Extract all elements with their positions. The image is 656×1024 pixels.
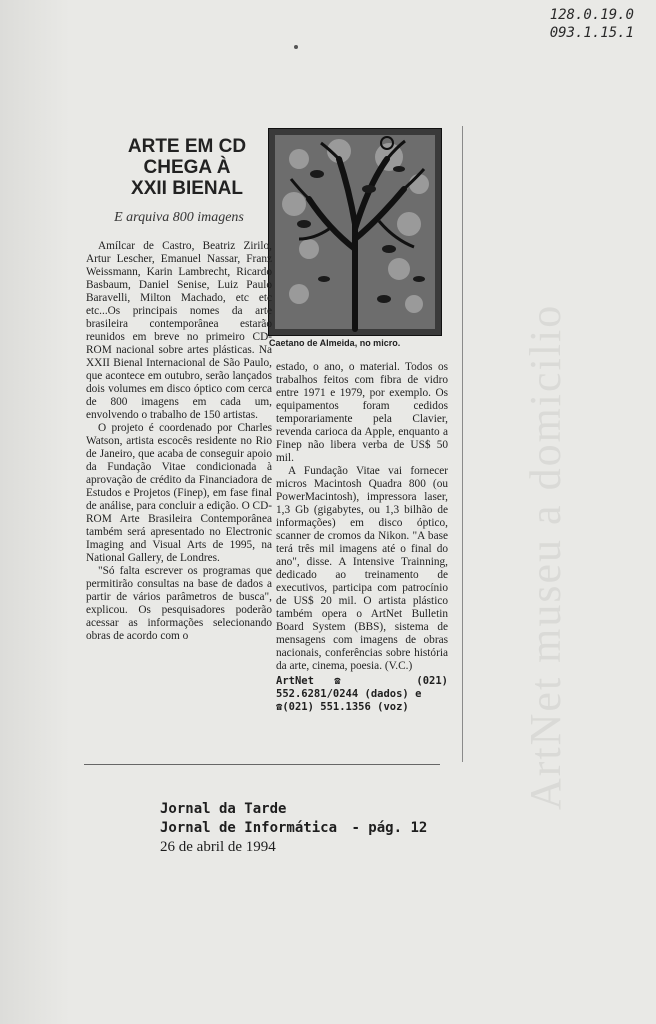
contact-phone: 552.6281/0244 (dados) e [276,688,422,700]
article-column-1 [86,240,272,643]
scan-speck [294,45,298,49]
article-photo [268,128,442,336]
page-number: - pág. 12 [351,820,428,836]
newspaper-name: Jornal da Tarde [160,801,287,817]
paragraph: Amílcar de Castro, Beatriz Zirilo, Artur Lescher, Emanuel Nassar, Franz Weissmann, Karin Lambrecht, Ricardo Basbaum, Daniel Senise, Luiz Paulo Baravelli, Milton Machado, etc etc etc...Os principais nomes da arte brasileira contemporânea estarão reunidos em breve no primeiro CD-ROM nacional sobre artes plásticas. Na XXII Bienal Internacional de São Paulo, que acontece em outubro, serão lançados dois volumes em disco óptico com cerca de 800 imagens em cada um, envolvendo o trabalho de 150 artistas. [86,240,272,421]
bottom-rule [84,764,440,765]
photo-caption: Caetano de Almeida, no micro. [269,338,401,348]
archive-code [550,6,634,42]
column-border [462,126,463,762]
telephone-icon: ☎ [334,675,341,687]
tree-illustration [269,129,441,335]
publication-date: 26 de abril de 1994 [160,839,276,855]
archive-code-line: 128.0.19.0 [549,7,634,23]
headline-line: XXII BIENAL [131,178,243,199]
article-column-2 [276,361,448,714]
headline-line: CHEGA À [143,157,231,178]
paragraph: O projeto é coordenado por Charles Watson, artista escocês residente no Rio de Janeiro, que acaba de conseguir apoio da Fundação Vitae condicionada à aprovação de crédito da Financiadora de Estudos e Projetos (Finep), em fase final de análise, para concluir a edição. O CD-ROM Arte Brasileira Contemporânea também será apresentado no Electronic Imaging and Visual Arts de 1995, na National Gallery, de Londres. [86,422,273,564]
contact-block [276,675,448,714]
source-citation [160,800,427,857]
bleed-through-text: ArtNet museu a domicilio [521,303,570,810]
contact-phone: (021) [416,675,448,687]
telephone-icon: ☎ [276,701,283,713]
section-name: Jornal de Informática [160,820,338,836]
article-headline [112,136,262,199]
paragraph: "Só falta escrever os programas que permitirão consultas na base de dados a partir de vários parâmetros de busca", explicou. Os pesquisadores poderão acessar as informações selecionando obras de acordo com o [86,565,272,642]
contact-name: ArtNet [276,675,314,687]
headline-line: ARTE EM CD [127,136,247,157]
paragraph: A Fundação Vitae vai fornecer micros Macintosh Quadra 800 (ou PowerMacintosh), impressora laser, 1,3 Gb (gigabytes, ou 1,3 bilhão de informações) em disco óptico, scanner de cromos da Nikon. "A base terá três mil imagens até o final do ano", disse. A Intensive Trainning, dedicado ao treinamento de executivos, participa com patrocínio de US$ 20 mil. O artista plástico também opera o ArtNet Bulletin Board System (BBS), sistema de mensagens com imagens de obras nacionais, conferências sobre história da arte, cinema, poesia. (V.C.) [276,465,448,672]
newspaper-clipping [84,118,458,764]
paragraph: estado, o ano, o material. Todos os trabalhos feitos com fibra de vidro entre 1971 e 1979, por exemplo. Os equipamentos foram cedidos temporariamente pela Clavier, revenda carioca da Apple, enquanto a Finep não libera verba de US$ 50 mil. [276,361,448,464]
scan-shadow [0,0,70,1024]
archive-code-line: 093.1.15.1 [549,25,634,41]
article-subhead: E arquiva 800 imagens [114,210,244,225]
contact-phone: (021) 551.1356 (voz) [282,701,409,713]
